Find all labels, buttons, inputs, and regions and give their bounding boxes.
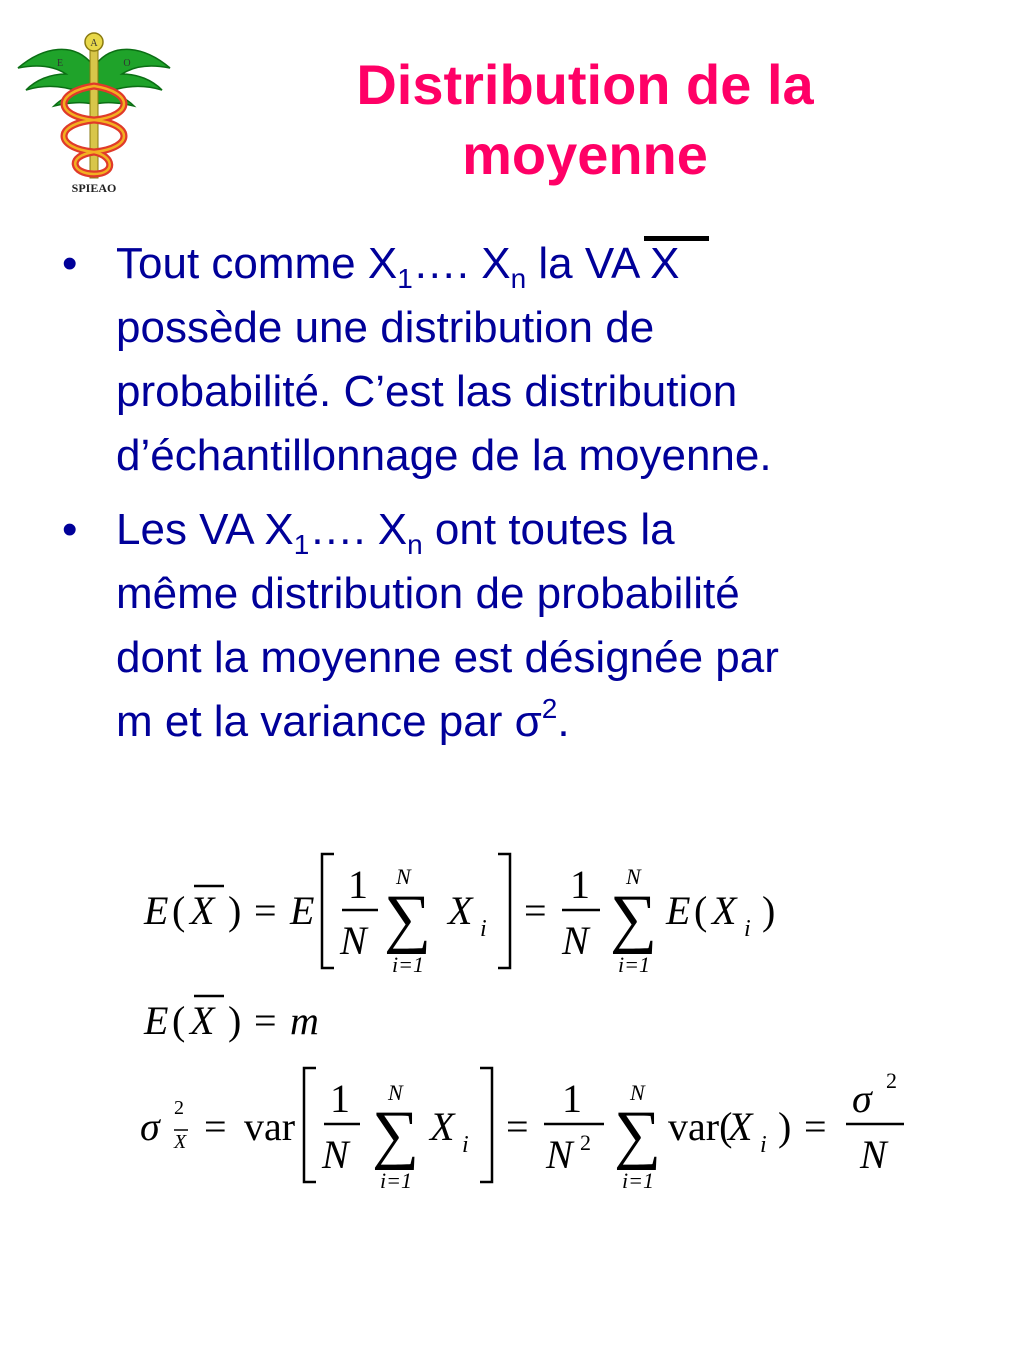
svg-text:N: N — [562, 918, 589, 963]
bullet-item-2 — [62, 498, 962, 754]
slide-title-line2: moyenne — [462, 123, 708, 186]
staff-icon — [90, 46, 98, 178]
svg-text:2: 2 — [174, 1097, 184, 1119]
svg-text:1: 1 — [562, 1076, 582, 1121]
svg-text:i=1: i=1 — [392, 952, 424, 977]
svg-text:X: X — [712, 888, 737, 933]
svg-text:1: 1 — [330, 1076, 350, 1121]
svg-text:(: ( — [172, 888, 186, 933]
x-bar-symbol: X — [650, 232, 679, 296]
svg-text:=: = — [254, 998, 277, 1043]
svg-text:∑: ∑ — [372, 1098, 420, 1171]
svg-text:(: ( — [172, 998, 186, 1043]
svg-text:=: = — [204, 1104, 227, 1149]
bullet-2-line-1: Les VA $X_1\dots$. $X_n$ ont toutes la — [116, 505, 675, 560]
svg-text:X: X — [190, 998, 215, 1043]
equation-expectation-sum — [143, 854, 775, 977]
svg-text:∑: ∑ — [384, 882, 432, 955]
svg-text:=: = — [254, 888, 277, 933]
svg-text:N: N — [630, 1080, 645, 1105]
svg-text:N: N — [388, 1080, 403, 1105]
slide-title-line1: Distribution de la — [356, 53, 814, 116]
svg-text:i: i — [744, 916, 751, 942]
svg-text:2: 2 — [886, 1068, 897, 1093]
svg-text:X: X — [174, 1131, 187, 1153]
bullet-mark: • — [62, 505, 78, 554]
bullet-1-line-4: d’échantillonnage de la moyenne. — [116, 431, 772, 480]
svg-text:σ: σ — [140, 1104, 160, 1149]
svg-text:N: N — [626, 864, 641, 889]
svg-text:N: N — [546, 1132, 573, 1177]
svg-text:X: X — [448, 888, 473, 933]
sigma-symbol: σ — [514, 697, 542, 746]
bullet-2-line-4: m et la variance par $\sigma^2$. — [116, 693, 570, 746]
svg-text:m: m — [290, 998, 319, 1043]
svg-text:i=1: i=1 — [618, 952, 650, 977]
logo-letter-a: A — [90, 38, 98, 49]
svg-text:=: = — [506, 1104, 529, 1149]
logo-caption: SPIEAO — [71, 181, 117, 195]
bullet-1-line-1: Tout comme $X_1\dots$. $X_n$ la VA X — [116, 232, 962, 296]
bullet-2-line-3: dont la moyenne est désignée par — [116, 633, 779, 682]
logo-letter-e: E — [56, 58, 64, 69]
equation-variance — [140, 1068, 904, 1193]
svg-text:i=1: i=1 — [380, 1168, 412, 1193]
svg-text:=: = — [804, 1104, 827, 1149]
bullet-2-line-2: même distribution de probabilité — [116, 569, 740, 618]
svg-text:): ) — [778, 1104, 792, 1149]
bullet-item-1 — [62, 232, 962, 488]
spieao-logo — [14, 24, 174, 196]
svg-text:X: X — [190, 888, 215, 933]
svg-text:N: N — [860, 1132, 887, 1177]
svg-text:i=1: i=1 — [622, 1168, 654, 1193]
slide-title — [290, 50, 880, 190]
svg-text:E: E — [144, 888, 169, 933]
svg-text:i: i — [462, 1132, 469, 1158]
formula-svg — [134, 846, 934, 1206]
svg-text:1: 1 — [348, 862, 368, 907]
svg-text:∑: ∑ — [614, 1098, 662, 1171]
bullet-1-line-3: probabilité. C’est las distribution — [116, 367, 738, 416]
svg-text:E: E — [144, 998, 169, 1043]
formula-block — [134, 846, 934, 1206]
svg-text:i: i — [760, 1132, 767, 1158]
svg-text:X: X — [430, 1104, 455, 1149]
svg-text:var: var — [244, 1104, 296, 1149]
svg-text:E: E — [290, 888, 315, 933]
svg-text:1: 1 — [570, 862, 590, 907]
svg-text:2: 2 — [580, 1130, 591, 1155]
svg-text:var(: var( — [668, 1104, 733, 1149]
bullet-mark: • — [62, 239, 78, 288]
svg-text:E: E — [666, 888, 691, 933]
svg-text:): ) — [228, 888, 242, 933]
equation-expectation-m — [143, 996, 319, 1043]
bullet-list — [62, 232, 962, 754]
svg-text:N: N — [396, 864, 411, 889]
svg-text:(: ( — [694, 888, 708, 933]
svg-text:=: = — [524, 888, 547, 933]
svg-text:i: i — [480, 916, 487, 942]
svg-text:∑: ∑ — [610, 882, 658, 955]
svg-text:N: N — [322, 1132, 349, 1177]
logo-letter-o: O — [123, 58, 131, 69]
svg-text:X: X — [728, 1104, 753, 1149]
svg-text:N: N — [340, 918, 367, 963]
bullet-1-line-2: possède une distribution de — [116, 303, 655, 352]
left-wing-icon — [18, 49, 92, 106]
svg-text:): ) — [762, 888, 776, 933]
svg-text:): ) — [228, 998, 242, 1043]
svg-text:σ: σ — [852, 1076, 872, 1121]
right-wing-icon — [96, 49, 170, 106]
